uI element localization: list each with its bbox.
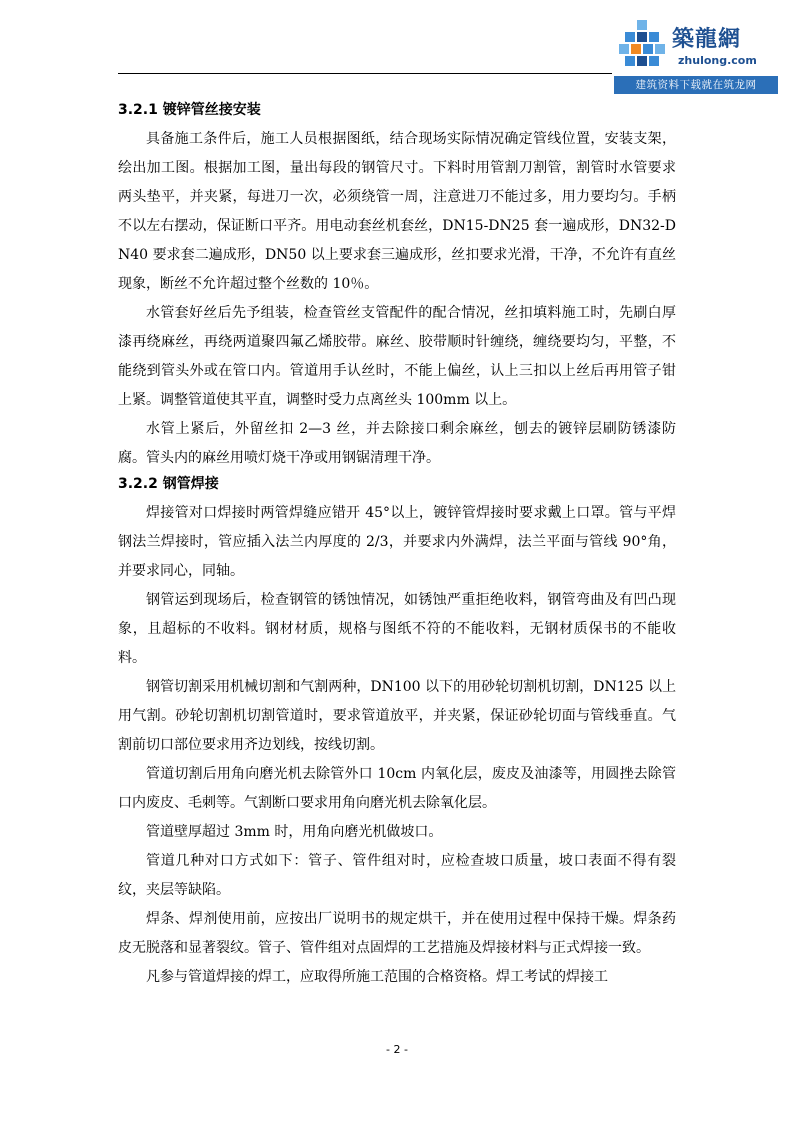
document-body [118, 99, 676, 992]
paragraph: 钢管切割采用机械切割和气割两种，DN100 以下的用砂轮切割机切割，DN125 以上用气割。砂轮切割机切割管道时，要求管道放平，并夹紧，保证砂轮切面与管线垂直。气割前切口部位要求用齐边划线，按线切割。 [118, 679, 676, 753]
paragraph: 管道切割后用角向磨光机去除管外口 10cm 内氧化层，废皮及油漆等，用圆挫去除管口内废皮、毛刺等。气割断口要求用角向磨光机去除氧化层。 [118, 766, 676, 811]
building-logo-icon [616, 18, 668, 70]
section-heading: 3.2.1 镀锌管丝接安装 [118, 102, 261, 118]
paragraph: 钢管运到现场后，检查钢管的锈蚀情况，如锈蚀严重拒绝收料，钢管弯曲及有凹凸现象，且超标的不收料。钢材材质，规格与图纸不符的不能收料，无钢材质保书的不能收料。 [118, 592, 676, 666]
logo-slogan: 建筑资料下载就在筑龙网 [614, 76, 778, 94]
header-rule [118, 73, 612, 74]
paragraph: 凡参与管道焊接的焊工，应取得所施工范围的合格资格。焊工考试的焊接工 [146, 969, 608, 985]
zhulong-logo [614, 14, 778, 96]
paragraph: 具备施工条件后，施工人员根据图纸，结合现场实际情况确定管线位置，安装支架，绘出加工图。根据加工图，量出每段的钢管尺寸。下料时用管割刀割管，割管时水管要求两头垫平，并夹紧，每进刀一次，必须绕管一周，注意进刀不能过多，用力要均匀。手柄不以左右摆动，保证断口平齐。用电动套丝机套丝，DN15-DN25 套一遍成形，DN32-DN40 要求套二遍成形，DN50 以上要求套三遍成形，丝扣要求光滑，干净，不允许有直丝现象，断丝不允许超过整个丝数的 10％。 [118, 131, 676, 292]
paragraph: 管道几种对口方式如下：管子、管件组对时，应检查坡口质量，坡口表面不得有裂纹，夹层等缺陷。 [118, 853, 676, 898]
logo-badge [614, 14, 778, 78]
logo-name: 築龍網 [672, 26, 742, 52]
logo-url: zhulong.com [678, 54, 757, 67]
paragraph: 管道壁厚超过 3mm 时，用角向磨光机做坡口。 [146, 824, 443, 840]
paragraph: 水管套好丝后先予组装，检查管丝支管配件的配合情况，丝扣填料施工时，先刷白厚漆再绕麻丝，再绕两道聚四氟乙烯胶带。麻丝、胶带顺时针缠绕，缠绕要均匀，平整，不能绕到管头外或在管口内。管道用手认丝时，不能上偏丝，认上三扣以上丝后再用管子钳上紧。调整管道使其平直，调整时受力点离丝头 100mm 以上。 [118, 305, 676, 408]
page-number: - 2 - [386, 1043, 408, 1056]
section-heading: 3.2.2 钢管焊接 [118, 476, 219, 492]
paragraph: 焊接管对口焊接时两管焊缝应错开 45°以上，镀锌管焊接时要求戴上口罩。管与平焊钢法兰焊接时，管应插入法兰内厚度的 2/3，并要求内外满焊，法兰平面与管线 90°角，并要求同心，同轴。 [118, 505, 676, 579]
paragraph: 焊条、焊剂使用前，应按出厂说明书的规定烘干，并在使用过程中保持干燥。焊条药皮无脱落和显著裂纹。管子、管件组对点固焊的工艺措施及焊接材料与正式焊接一致。 [118, 911, 676, 956]
paragraph: 水管上紧后，外留丝扣 2—3 丝，并去除接口剩余麻丝，刨去的镀锌层刷防锈漆防腐。管头内的麻丝用喷灯烧干净或用钢锯清理干净。 [118, 421, 676, 466]
